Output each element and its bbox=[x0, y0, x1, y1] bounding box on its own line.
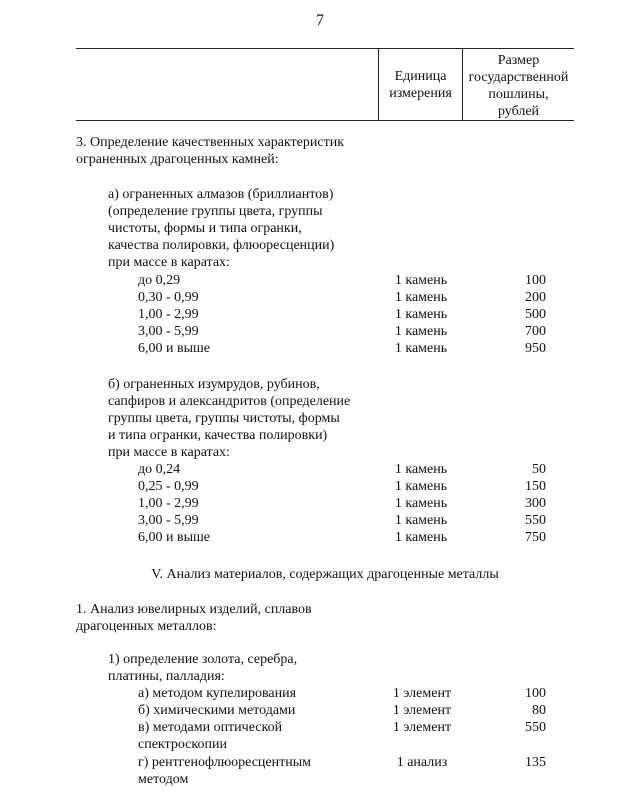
section5-heading: V. Анализ материалов, содержащих драгоценные металлы bbox=[151, 567, 499, 582]
section5-item1-line: 1. Анализ ювелирных изделий, сплавов bbox=[76, 602, 312, 617]
fee-value: 200 bbox=[525, 290, 546, 305]
section5-subitem1-line: 1) определение золота, серебра, bbox=[108, 652, 298, 667]
section3-title-line: ограненных драгоценных камней: bbox=[76, 152, 279, 167]
header-top-rule bbox=[76, 48, 574, 49]
carat-range: 3,00 - 5,99 bbox=[138, 324, 199, 339]
unit-value: 1 камень bbox=[394, 530, 448, 545]
carat-range: 1,00 - 2,99 bbox=[138, 496, 199, 511]
carat-range: до 0,24 bbox=[138, 462, 181, 477]
fee-value: 150 bbox=[525, 479, 546, 494]
carat-range: 1,00 - 2,99 bbox=[138, 307, 199, 322]
section3-title bbox=[76, 134, 344, 168]
unit-value: 1 анализ bbox=[396, 755, 448, 770]
fee-value: 100 bbox=[525, 686, 546, 701]
header-fee-line: пошлины, bbox=[488, 87, 549, 102]
carat-range: 0,25 - 0,99 bbox=[138, 479, 199, 494]
header-unit-line: Единица bbox=[394, 69, 447, 84]
subsection-a-description bbox=[108, 186, 334, 271]
subsection-b-line: при массе в каратах: bbox=[108, 445, 230, 460]
header-unit-line: измерения bbox=[389, 86, 452, 101]
unit-value: 1 камень bbox=[394, 462, 448, 477]
subsection-a-line: качества полировки, флюоресценции) bbox=[108, 238, 335, 253]
header-unit-column bbox=[379, 68, 462, 102]
unit-value: 1 камень bbox=[394, 273, 448, 288]
unit-value: 1 камень bbox=[394, 479, 448, 494]
fee-value: 50 bbox=[532, 462, 546, 477]
section5-item1 bbox=[76, 601, 312, 635]
unit-value: 1 камень bbox=[394, 341, 448, 356]
method-label-line: спектроскопии bbox=[138, 737, 227, 752]
section5-subitem1-line: платины, палладия: bbox=[108, 669, 225, 684]
carat-range: 6,00 и выше bbox=[138, 341, 211, 356]
method-label bbox=[138, 719, 282, 753]
subsection-b-line: группы цвета, группы чистоты, формы bbox=[108, 411, 340, 426]
subsection-a-line: чистоты, формы и типа огранки, bbox=[108, 221, 302, 236]
subsection-a-line: а) ограненных алмазов (бриллиантов) bbox=[108, 187, 334, 202]
unit-value: 1 камень bbox=[394, 496, 448, 511]
fee-value: 300 bbox=[525, 496, 546, 511]
unit-value: 1 камень bbox=[394, 324, 448, 339]
subsection-b-line: б) ограненных изумрудов, рубинов, bbox=[108, 377, 320, 392]
fee-value: 100 bbox=[525, 273, 546, 288]
method-label-line: в) методами оптической bbox=[138, 720, 283, 735]
header-bottom-rule bbox=[76, 120, 574, 121]
fee-value: 500 bbox=[525, 307, 546, 322]
unit-value: 1 камень bbox=[394, 290, 448, 305]
carat-range: 3,00 - 5,99 bbox=[138, 513, 199, 528]
method-label-line: г) рентгенофлюоресцентным bbox=[138, 755, 312, 770]
fee-value: 750 bbox=[525, 530, 546, 545]
method-label: а) методом купелирования bbox=[138, 686, 297, 701]
section3-title-line: 3. Определение качественных характеристик bbox=[76, 135, 344, 150]
carat-range: 0,30 - 0,99 bbox=[138, 290, 199, 305]
header-fee-line: рублей bbox=[497, 104, 540, 119]
header-fee-column bbox=[463, 52, 574, 120]
section5-item1-line: драгоценных металлов: bbox=[76, 619, 217, 634]
subsection-a-line: (определение группы цвета, группы bbox=[108, 204, 323, 219]
unit-value: 1 камень bbox=[394, 307, 448, 322]
section5-subitem1 bbox=[108, 651, 297, 685]
header-fee-line: государственной bbox=[468, 70, 569, 85]
unit-value: 1 камень bbox=[394, 513, 448, 528]
page-number: 7 bbox=[316, 12, 324, 29]
subsection-a-line: при массе в каратах: bbox=[108, 255, 230, 270]
fee-value: 550 bbox=[525, 513, 546, 528]
subsection-b-line: и типа огранки, качества полировки) bbox=[108, 428, 328, 443]
method-label: б) химическими методами bbox=[138, 703, 296, 718]
fee-value: 135 bbox=[525, 755, 546, 770]
fee-value: 700 bbox=[525, 324, 546, 339]
fee-value: 80 bbox=[532, 703, 546, 718]
subsection-b-description bbox=[108, 376, 350, 461]
fee-value: 550 bbox=[525, 720, 546, 735]
carat-range: до 0,29 bbox=[138, 273, 181, 288]
method-label bbox=[138, 754, 311, 788]
fee-value: 950 bbox=[525, 341, 546, 356]
carat-range: 6,00 и выше bbox=[138, 530, 211, 545]
unit-value: 1 элемент bbox=[392, 686, 452, 701]
unit-value: 1 элемент bbox=[392, 703, 452, 718]
method-label-line: методом bbox=[138, 772, 189, 787]
unit-value: 1 элемент bbox=[392, 720, 452, 735]
subsection-b-line: сапфиров и александритов (определение bbox=[108, 394, 351, 409]
header-fee-line: Размер bbox=[497, 53, 540, 68]
